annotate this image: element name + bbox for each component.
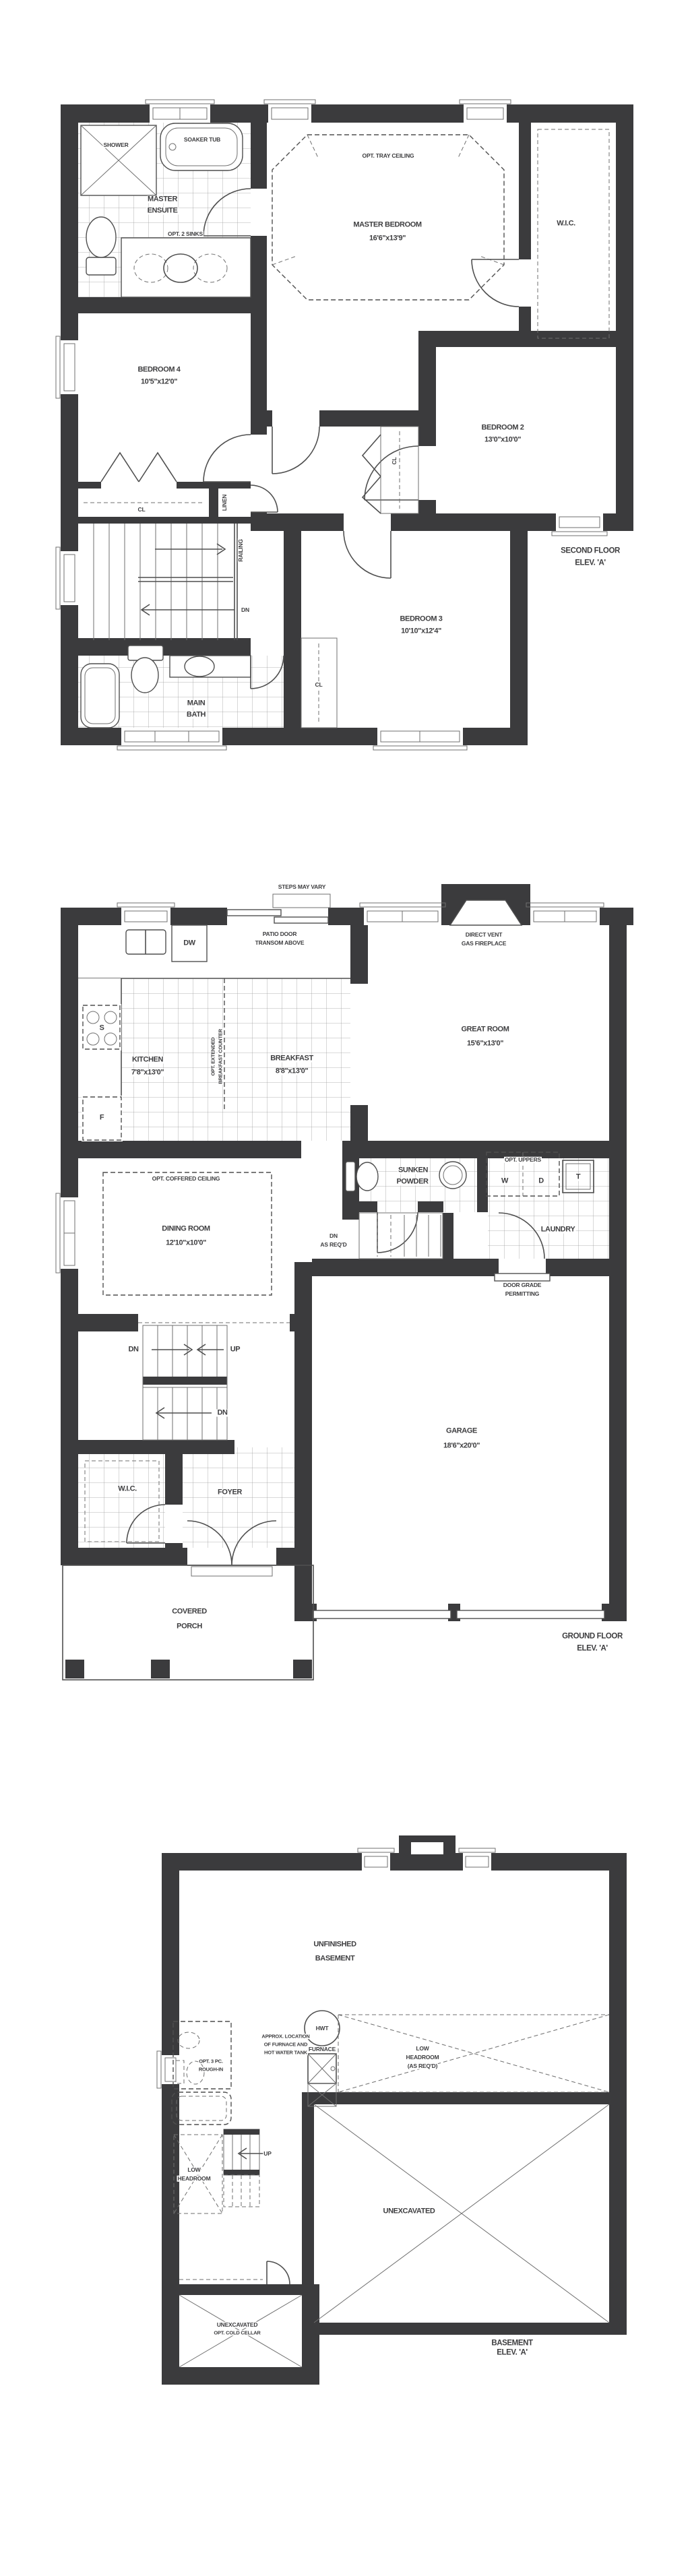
breakfast-dim: 8'8"x13'0" [275, 1067, 309, 1075]
up-label: UP [263, 2149, 272, 2157]
covered-porch-label: COVERED [172, 1607, 207, 1616]
main-bath-label: MAIN [187, 699, 206, 708]
laundry-label: LAUNDRY [540, 1225, 575, 1234]
low-headroom-label: LOW [187, 2166, 201, 2173]
sunken-powder-label: POWDER [396, 1177, 429, 1186]
basement-title: BASEMENT [491, 2339, 533, 2348]
bedroom2-label: BEDROOM 2 [481, 423, 524, 432]
wic-label: W.I.C. [557, 219, 575, 228]
low-headroom-reqd-label: (AS REQ'D) [407, 2062, 438, 2069]
opt-extended-counter-label: BREAKFAST COUNTER [217, 1029, 224, 1084]
stove-label: S [99, 1024, 104, 1032]
low-headroom-reqd-label: LOW [416, 2044, 429, 2052]
shower-label: SHOWER [103, 141, 129, 148]
hwt-label: HWT [315, 2024, 329, 2032]
master-bedroom-dim: 16'6"x13'9" [369, 234, 406, 243]
patio-door-label: PATIO DOOR [262, 930, 297, 937]
approx-location-label: OF FURNACE AND [263, 2041, 308, 2048]
ground-floor-title: GROUND FLOOR [562, 1632, 623, 1641]
bedroom2-dim: 13'0"x10'0" [484, 435, 522, 444]
bedroom4-label: BEDROOM 4 [137, 365, 181, 374]
dn-as-reqd-label: AS REQ'D [320, 1240, 347, 1248]
cold-cellar-label: UNEXCAVATED [216, 2321, 258, 2328]
fridge-label: F [99, 1113, 104, 1122]
dn-label: DN [217, 1408, 228, 1417]
patio-door-label: TRANSOM ABOVE [255, 939, 305, 946]
foyer-label: FOYER [218, 1488, 242, 1497]
master-bedroom-label: MASTER BEDROOM [353, 220, 422, 229]
cold-cellar-label: OPT. COLD CELLAR [214, 2329, 261, 2336]
master-ensuite-label: MASTER [147, 195, 178, 203]
master-ensuite-label: ENSUITE [147, 206, 178, 215]
fireplace-label: GAS FIREPLACE [461, 939, 507, 947]
great-room-dim: 15'6"x13'0" [466, 1039, 504, 1048]
opt-2-sinks-label: OPT. 2 SINKS [168, 230, 203, 237]
low-headroom-reqd-label: HEADROOM [406, 2053, 439, 2061]
kitchen-label: KITCHEN [131, 1055, 164, 1064]
dining-room-dim: 12'10"x10'0" [166, 1238, 206, 1247]
garage-dim: 18'6"x20'0" [443, 1441, 480, 1450]
opt-uppers-label: OPT. UPPERS [504, 1156, 542, 1163]
tub-label: T [575, 1172, 581, 1181]
great-room-label: GREAT ROOM [461, 1025, 509, 1034]
dn-label: DN [241, 606, 249, 613]
bedroom4-dim: 10'5"x12'0" [140, 377, 178, 386]
opt-extended-counter-label: OPT. EXTENDED [210, 1037, 216, 1076]
steps-may-vary-label: STEPS MAY VARY [278, 883, 326, 890]
railing-label: RAILING [237, 539, 244, 562]
closet-label: CL [390, 457, 398, 465]
opt-3pc-rough-in-label: OPT. 3 PC. [199, 2058, 223, 2065]
dryer-label: D [538, 1176, 544, 1185]
approx-location-label: HOT WATER TANK [264, 2049, 307, 2056]
soaker-tub-label: SOAKER TUB [183, 135, 221, 143]
ground-floor-elev: ELEV. 'A' [577, 1644, 608, 1653]
basement-plan [157, 1835, 627, 2385]
up-label: UP [230, 1345, 241, 1354]
washer-label: W [501, 1176, 508, 1185]
opt-coffered-label: OPT. COFFERED CEILING [152, 1174, 220, 1182]
ground-floor-plan [56, 884, 633, 1680]
bedroom3-label: BEDROOM 3 [400, 615, 443, 623]
dining-room-label: DINING ROOM [162, 1224, 210, 1233]
door-grade-label: PERMITTING [505, 1290, 540, 1297]
furnace-label: FURNACE [308, 2045, 336, 2052]
opt-3pc-rough-in-label: ROUGH-IN [198, 2066, 224, 2073]
approx-location-label: APPROX. LOCATION [261, 2033, 310, 2040]
garage-label: GARAGE [446, 1426, 477, 1435]
fireplace-label: DIRECT VENT [465, 931, 503, 938]
closet-label: CL [137, 505, 146, 513]
second-floor-title: SECOND FLOOR [561, 546, 620, 555]
kitchen-dim: 7'8"x13'0" [131, 1068, 164, 1077]
bedroom3-dim: 10'10"x12'4" [401, 627, 441, 635]
wic-label: W.I.C. [118, 1484, 137, 1493]
main-bath-label: BATH [186, 710, 206, 719]
linen-label: LINEN [220, 494, 228, 511]
second-floor-plan [56, 100, 633, 750]
dn-as-reqd-label: DN [330, 1232, 338, 1239]
sunken-powder-label: SUNKEN [398, 1166, 429, 1174]
door-grade-label: DOOR GRADE [503, 1281, 542, 1288]
unexcavated-label: UNEXCAVATED [383, 2207, 435, 2216]
breakfast-label: BREAKFAST [270, 1054, 313, 1063]
covered-porch-label: PORCH [177, 1622, 202, 1631]
second-floor-elev: ELEV. 'A' [575, 559, 606, 567]
dn-label: DN [128, 1345, 139, 1354]
dishwasher-label: DW [183, 939, 195, 947]
low-headroom-label: HEADROOM [177, 2174, 211, 2182]
basement-elev: ELEV. 'A' [497, 2348, 528, 2357]
unfinished-basement-label: UNFINISHED [313, 1940, 356, 1949]
unfinished-basement-label: BASEMENT [315, 1954, 355, 1963]
opt-tray-ceiling-label: OPT. TRAY CEILING [362, 152, 414, 159]
closet-label: CL [315, 681, 323, 688]
